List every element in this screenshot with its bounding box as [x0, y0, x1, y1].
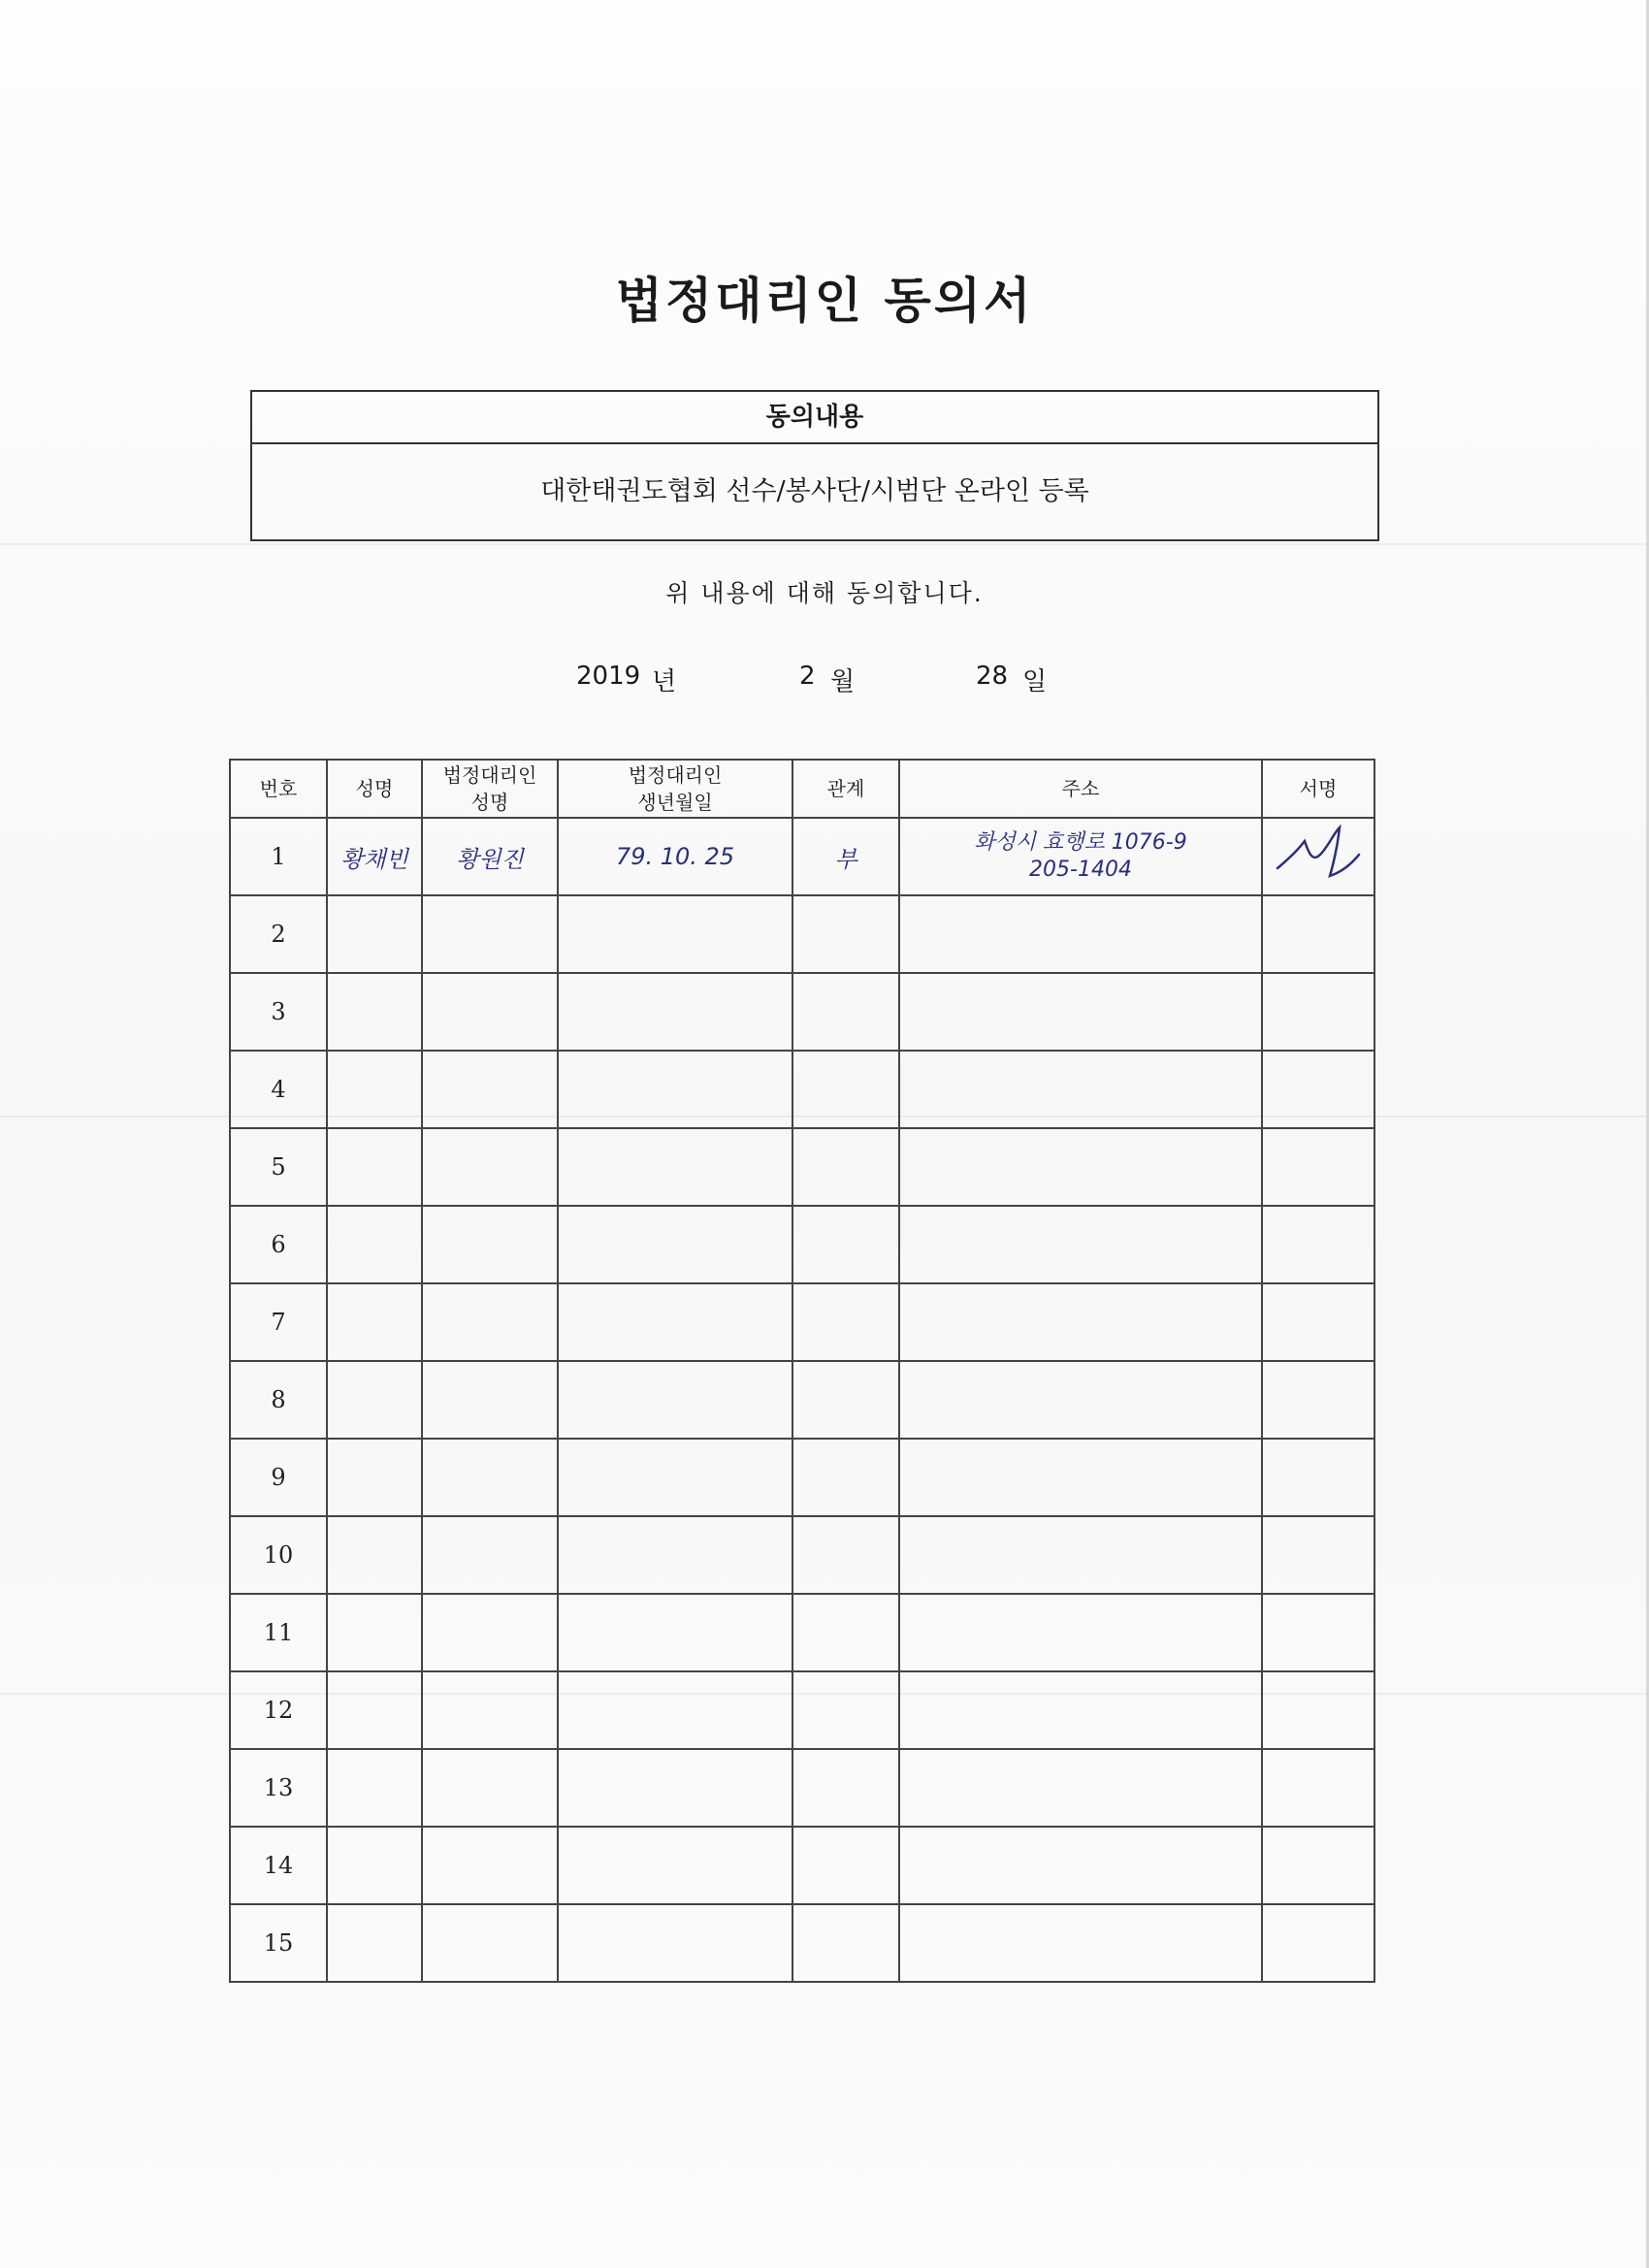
handwritten-signature-icon — [1270, 820, 1367, 888]
row-number: 1 — [230, 818, 327, 895]
entry-address-line1: 화성시 효행로 1076-9 — [974, 830, 1187, 855]
entry-guardian-birth: 79. 10. 25 — [558, 818, 792, 895]
row-number: 14 — [230, 1827, 327, 1904]
table-row — [230, 1671, 1374, 1749]
header-relation: 관계 — [792, 760, 899, 818]
row-number: 12 — [230, 1671, 327, 1749]
date-day-unit: 일 — [1022, 667, 1048, 697]
header-guardian-name-line2: 성명 — [470, 791, 509, 814]
entry-address — [899, 818, 1262, 895]
agreement-statement: 위 내용에 대해 동의합니다. — [665, 579, 984, 607]
table-row — [230, 1206, 1374, 1283]
header-signature: 서명 — [1262, 760, 1374, 818]
entry-name: 황채빈 — [327, 818, 422, 895]
table-row — [230, 1051, 1374, 1128]
table-row — [230, 895, 1374, 973]
entry-relation: 부 — [792, 818, 899, 895]
consent-box — [250, 390, 1379, 541]
header-guardian-birth-line2: 생년월일 — [637, 791, 713, 814]
table-row — [230, 818, 1374, 895]
table-row — [230, 1749, 1374, 1827]
consent-content: 대한태권도협회 선수/봉사단/시범단 온라인 등록 — [540, 476, 1089, 506]
row-number: 11 — [230, 1594, 327, 1671]
registration-table — [229, 759, 1375, 1983]
row-number: 15 — [230, 1904, 327, 1982]
header-address: 주소 — [899, 760, 1262, 818]
row-number: 6 — [230, 1206, 327, 1283]
date-month-unit: 월 — [830, 667, 856, 697]
row-number: 9 — [230, 1439, 327, 1516]
entry-signature — [1262, 818, 1374, 895]
fold-line — [0, 543, 1649, 545]
table-row — [230, 1439, 1374, 1516]
consent-header: 동의내용 — [252, 392, 1377, 444]
table-row — [230, 1594, 1374, 1671]
table-row — [230, 1516, 1374, 1594]
table-row — [230, 973, 1374, 1051]
date-month: 2 — [799, 662, 816, 691]
row-number: 4 — [230, 1051, 327, 1128]
table-row — [230, 1283, 1374, 1361]
header-guardian-name — [422, 760, 558, 818]
entry-guardian-name: 황원진 — [422, 818, 558, 895]
row-number: 8 — [230, 1361, 327, 1439]
table-row — [230, 1904, 1374, 1982]
table-header-row — [230, 760, 1374, 818]
row-number: 3 — [230, 973, 327, 1051]
header-guardian-name-line1: 법정대리인 — [442, 763, 537, 787]
row-number: 2 — [230, 895, 327, 973]
table-row — [230, 1827, 1374, 1904]
entry-address-line2: 205-1404 — [1029, 858, 1132, 882]
row-number: 5 — [230, 1128, 327, 1206]
table-row — [230, 1361, 1374, 1439]
date-year: 2019 — [576, 662, 641, 691]
document-title: 법정대리인 동의서 — [615, 273, 1034, 329]
row-number: 7 — [230, 1283, 327, 1361]
header-guardian-birth — [558, 760, 792, 818]
header-name: 성명 — [327, 760, 422, 818]
header-number: 번호 — [230, 760, 327, 818]
row-number: 10 — [230, 1516, 327, 1594]
date-year-unit: 년 — [652, 667, 677, 697]
header-guardian-birth-line1: 법정대리인 — [628, 763, 723, 787]
table-row — [230, 1128, 1374, 1206]
row-number: 13 — [230, 1749, 327, 1827]
date-day: 28 — [976, 662, 1009, 691]
